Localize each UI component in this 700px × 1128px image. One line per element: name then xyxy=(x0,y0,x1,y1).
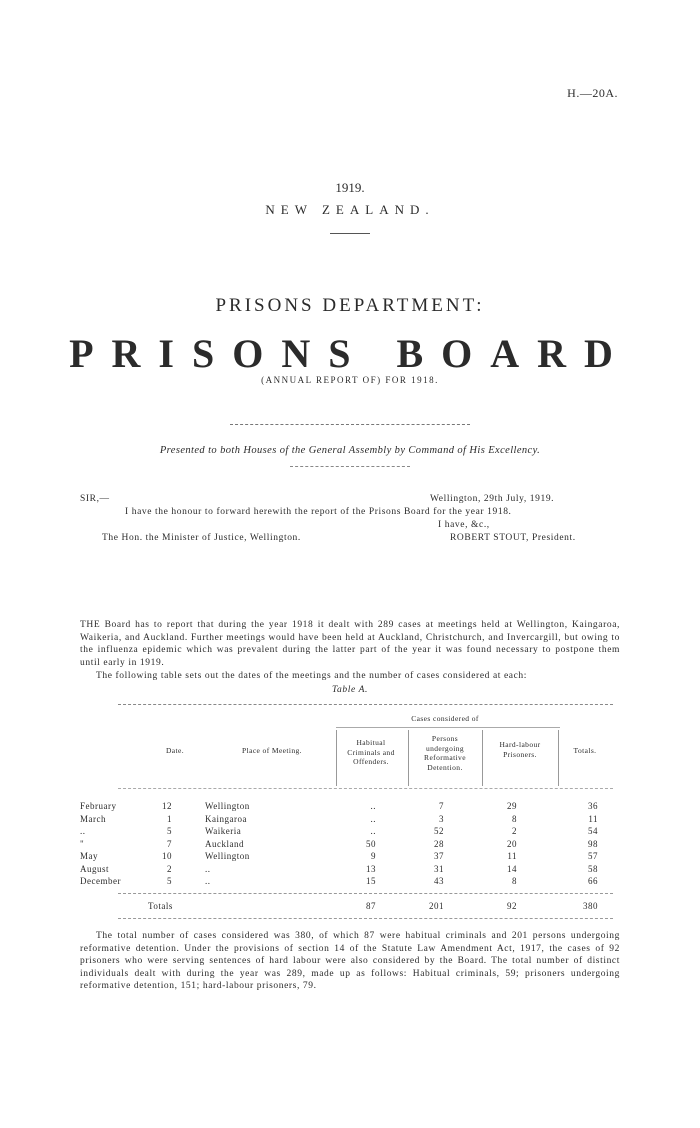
table-cell-month: December xyxy=(80,876,121,886)
table-cell-reformative: 52 xyxy=(434,826,444,836)
totals-hardlabour: 92 xyxy=(507,901,517,911)
table-cell-total: 36 xyxy=(588,801,598,811)
table-top-rule xyxy=(118,704,613,705)
table-cell-reformative: 3 xyxy=(439,813,444,824)
column-divider xyxy=(482,730,483,786)
report-paragraph-2: The following table sets out the dates of the meetings and the number of cases considered at each: xyxy=(96,671,528,681)
table-cell-hardlabour: 2 xyxy=(512,826,517,836)
table-cell-month: March xyxy=(80,813,106,824)
table-cell-day: 10 xyxy=(162,851,172,861)
table-cell-day: 5 xyxy=(167,876,172,886)
col-hardlabour-header: Hard-labour Prisoners. xyxy=(499,740,541,759)
table-cell-hardlabour: 11 xyxy=(507,851,517,861)
short-divider xyxy=(330,233,370,234)
report-paragraph-3: The total number of cases considered was 380, of which 87 were habitual criminals and 201 persons undergoing reformative detention. Under the provisions of section 14 of the Statute Law Amendment Act, 1917, the cases of 92 prisoners who were serving sentences of hard labour were also considered by the Board. The total number of distinct individuals dealt with during the year was 289, made up as follows: Habitual criminals, 59; prisoners undergoing reformative detention, 151; hard-labour prisoners, 79. xyxy=(80,931,620,992)
table-cell-place: Wellington xyxy=(205,801,250,811)
table-cell-place: .. xyxy=(205,876,211,886)
table-cell-hardlabour: 20 xyxy=(507,838,517,849)
totals-reformative: 201 xyxy=(429,901,444,911)
table-cell-reformative: 31 xyxy=(434,863,444,874)
table-cell-habitual: 13 xyxy=(366,863,376,874)
table-cell-total: 11 xyxy=(588,813,598,824)
letter-place-date: Wellington, 29th July, 1919. xyxy=(430,494,555,504)
col-reformative-header: Persons undergoing Reformative Detention. xyxy=(424,734,466,772)
table-cell-total: 66 xyxy=(588,876,598,886)
table-cell-habitual: .. xyxy=(370,813,376,824)
table-cell-habitual: 50 xyxy=(366,838,376,849)
table-cell-total: 58 xyxy=(588,863,598,874)
letter-signature: ROBERT STOUT, President. xyxy=(450,533,576,543)
totals-total: 380 xyxy=(583,901,598,911)
report-title: PRISONS BOARD xyxy=(69,331,631,376)
table-cell-total: 57 xyxy=(588,851,598,861)
column-divider xyxy=(408,730,409,786)
table-cell-reformative: 7 xyxy=(439,801,444,811)
table-cell-habitual: .. xyxy=(370,801,376,811)
table-cell-total: 54 xyxy=(588,826,598,836)
letter-salutation: SIR,— xyxy=(80,494,110,504)
country-heading: NEW ZEALAND. xyxy=(265,202,435,217)
title-divider xyxy=(230,424,470,425)
report-paragraph-1: THE Board has to report that during the year 1918 it dealt with 289 cases at meetings held at Wellington, Kaingaroa, Waikeria, and Auckland. Further meetings would have been held at Auckland, Christchurch, and Invercargill, but owing to the influenza epidemic which was prevalent during the latter part of the year it was found necessary to postpone them until early in 1919. xyxy=(80,620,620,668)
totals-habitual: 87 xyxy=(366,901,376,911)
table-cell-month: May xyxy=(80,851,98,861)
totals-top-rule xyxy=(118,893,613,894)
table-cell-hardlabour: 8 xyxy=(512,813,517,824)
table-cell-month: February xyxy=(80,801,117,811)
col-date-header: Date. xyxy=(165,746,185,755)
table-cell-month: .. xyxy=(80,826,86,836)
group-header-rule xyxy=(336,727,560,728)
table-bottom-rule xyxy=(118,918,613,919)
table-cell-hardlabour: 14 xyxy=(507,863,517,874)
table-cell-reformative: 28 xyxy=(434,838,444,849)
table-cell-habitual: 15 xyxy=(366,876,376,886)
table-cell-day: 5 xyxy=(167,826,172,836)
presented-note: Presented to both Houses of the General Assembly by Command of His Excellency. xyxy=(159,445,541,456)
header-bottom-rule xyxy=(118,788,613,789)
report-subtitle: (ANNUAL REPORT OF) FOR 1918. xyxy=(261,375,439,385)
table-cell-day: 7 xyxy=(167,838,172,849)
table-cell-day: 2 xyxy=(167,863,172,874)
table-cell-reformative: 37 xyxy=(434,851,444,861)
table-cell-habitual: 9 xyxy=(371,851,376,861)
table-cell-habitual: .. xyxy=(370,826,376,836)
col-habitual-header: Habitual Criminals and Offenders. xyxy=(347,738,395,766)
document-year: 1919. xyxy=(335,180,365,195)
letter-closing: I have, &c., xyxy=(438,520,490,530)
col-place-header: Place of Meeting. xyxy=(242,746,302,755)
document-reference: H.—20A. xyxy=(567,86,618,100)
table-cell-hardlabour: 8 xyxy=(512,876,517,886)
col-totals-header: Totals. xyxy=(573,746,597,755)
column-divider xyxy=(558,730,559,786)
presented-divider xyxy=(290,466,410,467)
table-cell-day: 1 xyxy=(167,813,172,824)
table-cell-place: Wellington xyxy=(205,851,250,861)
table-cell-place: Waikeria xyxy=(205,826,242,836)
table-cell-month: " xyxy=(80,838,85,849)
totals-label: Totals xyxy=(148,901,173,911)
column-divider xyxy=(336,730,337,786)
table-cell-place: Kaingaroa xyxy=(205,813,247,824)
table-cell-place: Auckland xyxy=(205,838,244,849)
table-cell-day: 12 xyxy=(162,801,172,811)
group-header: Cases considered of xyxy=(411,714,479,723)
department-title: PRISONS DEPARTMENT: xyxy=(215,295,485,316)
letter-addressee: The Hon. the Minister of Justice, Wellington. xyxy=(102,533,301,543)
table-cell-reformative: 43 xyxy=(434,876,444,886)
table-cell-hardlabour: 29 xyxy=(507,801,517,811)
table-caption: Table A. xyxy=(332,685,368,695)
table-cell-total: 98 xyxy=(588,838,598,849)
table-cell-place: .. xyxy=(205,863,211,874)
letter-body: I have the honour to forward herewith the report of the Prisons Board for the year 1918. xyxy=(125,507,512,517)
table-cell-month: August xyxy=(80,863,110,874)
